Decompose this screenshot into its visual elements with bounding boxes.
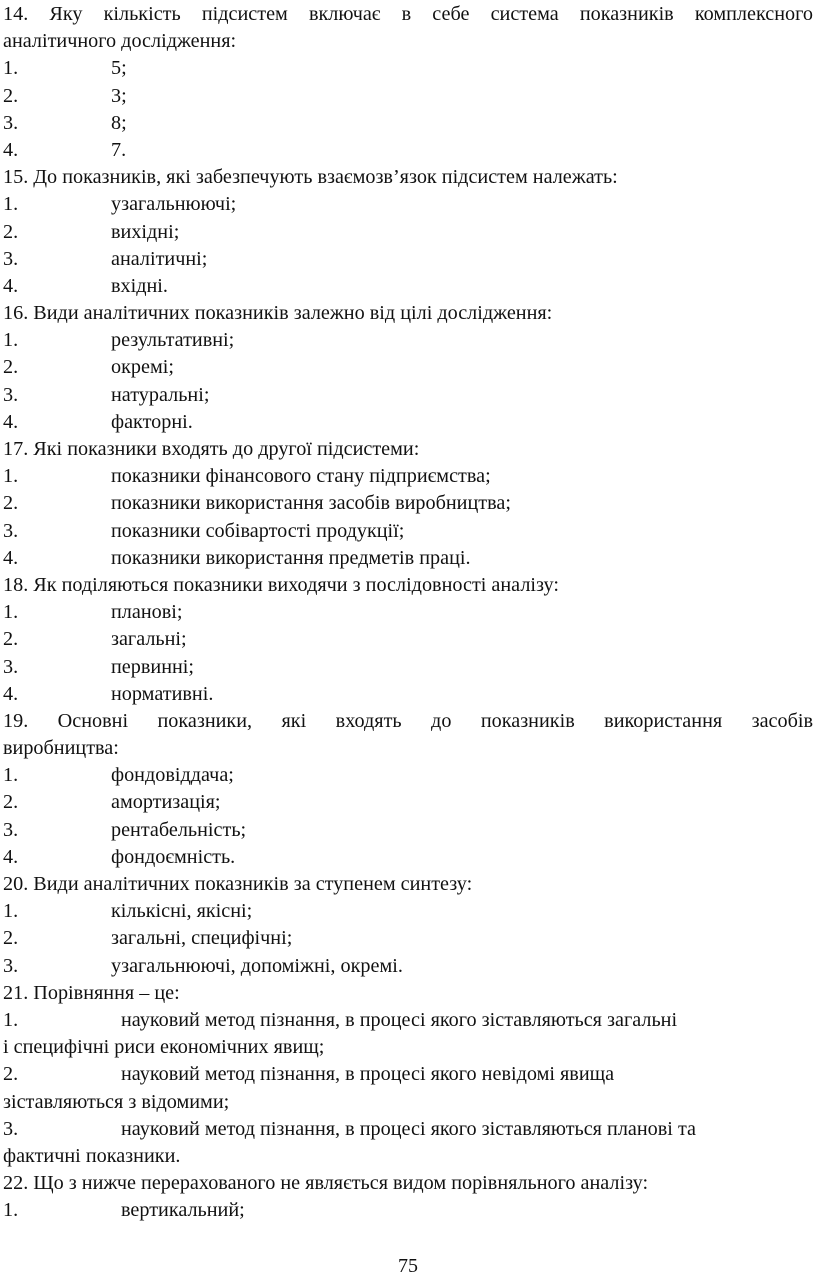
question-21-option-3-line-1 xyxy=(3,1116,813,1143)
question-15-option-3 xyxy=(3,246,813,273)
option-number: 1. xyxy=(3,193,19,216)
option-number: 3. xyxy=(3,1117,19,1140)
question-16-option-4 xyxy=(3,409,813,436)
option-number: 4. xyxy=(3,546,19,569)
option-text: нормативні. xyxy=(111,682,214,705)
option-number: 1. xyxy=(3,465,19,488)
option-text: узагальнюючі, допоміжні, окремі. xyxy=(111,954,403,977)
option-number: 1. xyxy=(3,900,19,923)
option-text: натуральні; xyxy=(111,383,210,406)
option-number: 2. xyxy=(3,356,19,379)
option-text: амортизація; xyxy=(111,791,221,814)
option-text: аналітичні; xyxy=(111,247,208,270)
option-text: вхідні. xyxy=(111,274,168,297)
option-number: 1. xyxy=(3,764,19,787)
question-17-option-3 xyxy=(3,518,813,545)
option-text: факторні. xyxy=(111,410,193,433)
question-15-option-4 xyxy=(3,273,813,300)
question-14-option-1 xyxy=(3,55,813,82)
option-number: 3. xyxy=(3,954,19,977)
question-14-line-2: аналітичного дослідження: xyxy=(3,30,237,53)
option-number: 4. xyxy=(3,138,19,161)
option-text: планові; xyxy=(111,601,183,624)
question-14-option-3 xyxy=(3,110,813,137)
option-number: 2. xyxy=(3,1063,19,1086)
option-text: фондоємність. xyxy=(111,845,236,868)
question-16-option-3 xyxy=(3,382,813,409)
question-16: 16. Види аналітичних показників залежно від цілі дослідження: xyxy=(3,302,553,325)
question-17: 17. Які показники входять до другої підсистеми: xyxy=(3,438,420,460)
option-text: рентабельність; xyxy=(111,818,247,841)
option-text: кількісні, якісні; xyxy=(111,900,253,923)
question-17-option-1 xyxy=(3,463,813,490)
option-text: 7. xyxy=(111,138,127,161)
option-text: 5; xyxy=(111,57,127,80)
option-text: 8; xyxy=(111,111,127,134)
option-text: загальні, специфічні; xyxy=(111,927,293,950)
option-number: 3. xyxy=(3,519,19,542)
question-21: 21. Порівняння – це: xyxy=(3,981,180,1004)
question-16-option-2 xyxy=(3,354,813,381)
question-19-line-1: 19. Основні показники, які входять до показників використання засобів xyxy=(3,709,813,732)
option-number: 3. xyxy=(3,247,19,270)
question-14-option-2 xyxy=(3,83,813,110)
option-number: 3. xyxy=(3,111,19,134)
question-21-option-2-line-2: зіставляються з відомими; xyxy=(3,1090,230,1113)
option-number: 2. xyxy=(3,84,19,107)
option-text: первинні; xyxy=(111,655,195,678)
option-number: 3. xyxy=(3,383,19,406)
option-text: вихідні; xyxy=(111,220,180,243)
question-18-option-2 xyxy=(3,626,813,653)
option-number: 4. xyxy=(3,845,19,868)
question-20-option-2 xyxy=(3,925,813,952)
question-20: 20. Види аналітичних показників за ступенем синтезу: xyxy=(3,873,473,895)
question-15-option-1 xyxy=(3,191,813,218)
option-number: 4. xyxy=(3,682,19,705)
question-16-option-1 xyxy=(3,327,813,354)
question-22: 22. Що з нижче перерахованого не являється видом порівняльного аналізу: xyxy=(3,1172,649,1195)
question-18-option-3 xyxy=(3,654,813,681)
question-18-option-4 xyxy=(3,681,813,708)
option-text: узагальнюючі; xyxy=(111,193,237,216)
option-text: показники використання засобів виробництва; xyxy=(111,492,511,515)
question-17-option-4 xyxy=(3,545,813,572)
option-text: окремі; xyxy=(111,356,174,379)
question-17-option-2 xyxy=(3,490,813,517)
page-number: 75 xyxy=(398,1255,418,1277)
question-14-option-4 xyxy=(3,137,813,164)
option-text: науковий метод пізнання, в процесі якого невідомі явища xyxy=(121,1063,615,1086)
question-21-option-1-line-2: і специфічні риси економічних явищ; xyxy=(3,1036,325,1059)
option-text: показники собівартості продукції; xyxy=(111,519,405,542)
question-21-option-1-line-1 xyxy=(3,1007,813,1034)
option-number: 1. xyxy=(3,329,19,352)
option-number: 4. xyxy=(3,410,19,433)
question-15: 15. До показників, які забезпечують взаємозв’язок підсистем належать: xyxy=(3,166,618,189)
option-text: фондовіддача; xyxy=(111,764,234,787)
question-20-option-1 xyxy=(3,898,813,925)
option-number: 2. xyxy=(3,492,19,515)
option-text: показники використання предметів праці. xyxy=(111,546,471,569)
question-19-option-2 xyxy=(3,789,813,816)
question-19-option-1 xyxy=(3,762,813,789)
option-number: 2. xyxy=(3,220,19,243)
option-number: 2. xyxy=(3,791,19,814)
option-number: 1. xyxy=(3,1199,19,1222)
question-19-option-4 xyxy=(3,844,813,871)
option-number: 1. xyxy=(3,1008,19,1031)
page-content xyxy=(3,1,813,1224)
option-text: науковий метод пізнання, в процесі якого зіставляються загальні xyxy=(121,1008,678,1031)
question-15-option-2 xyxy=(3,219,813,246)
option-number: 2. xyxy=(3,927,19,950)
option-text: вертикальний; xyxy=(121,1199,245,1222)
option-text: 3; xyxy=(111,84,127,107)
question-22-option-1 xyxy=(3,1197,813,1224)
option-text: показники фінансового стану підприємства; xyxy=(111,465,491,488)
question-21-option-2-line-1 xyxy=(3,1061,813,1088)
option-text: науковий метод пізнання, в процесі якого зіставляються планові та xyxy=(121,1117,696,1140)
question-18: 18. Як поділяються показники виходячи з послідовності аналізу: xyxy=(3,573,559,596)
question-19-line-2: виробництва: xyxy=(3,737,119,760)
option-number: 3. xyxy=(3,655,19,678)
option-number: 3. xyxy=(3,818,19,841)
option-text: загальні; xyxy=(111,628,187,651)
question-21-option-3-line-2: фактичні показники. xyxy=(3,1144,181,1167)
option-text: результативні; xyxy=(111,329,235,352)
question-14-line-1: 14. Яку кількість підсистем включає в себе система показників комплексного xyxy=(3,3,813,25)
option-number: 2. xyxy=(3,628,19,651)
option-number: 1. xyxy=(3,601,19,624)
question-19-option-3 xyxy=(3,817,813,844)
question-18-option-1 xyxy=(3,599,813,626)
option-number: 4. xyxy=(3,274,19,297)
option-number: 1. xyxy=(3,57,19,80)
question-20-option-3 xyxy=(3,953,813,980)
